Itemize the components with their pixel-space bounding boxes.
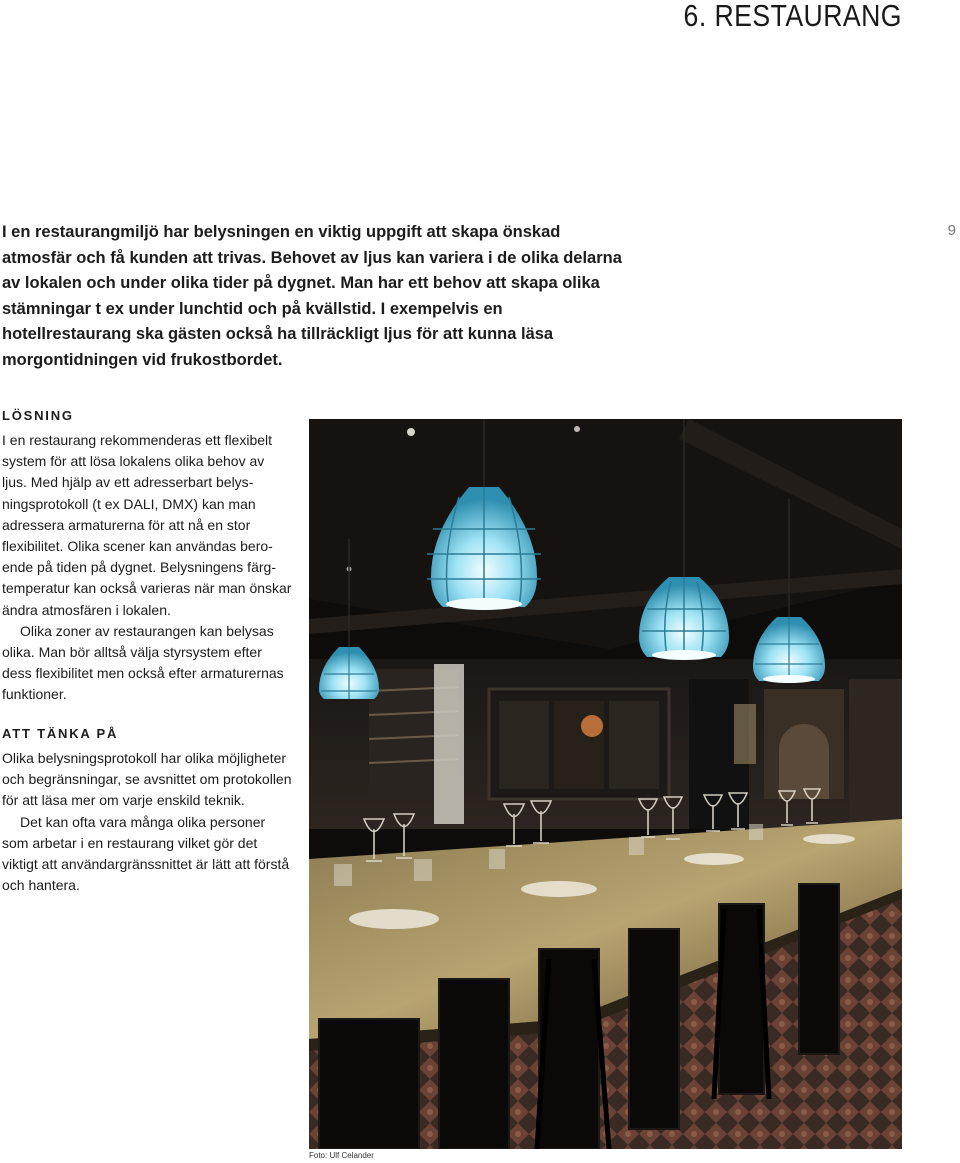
chapter-title: 6. RESTAURANG (683, 0, 902, 33)
restaurant-photo (309, 419, 902, 1149)
pendant-globe (581, 715, 603, 737)
losning-heading: LÖSNING (2, 408, 74, 423)
losning-section (2, 408, 292, 706)
page-number: 9 (947, 222, 956, 239)
losning-paragraph-1: I en restaurang rekommenderas ett flexibelt system för att lösa lokalens olika behov av ljus. Med hjälp av ett adresserbart belysningsprotokoll (t ex DALI, DMX) kan man adressera armaturerna för att nå en stor flexibilitet. Olika scener kan användas beroende på tiden på dygnet. Belysningens färgtemperatur kan också varieras när man önskar ändra atmosfären i lokalen. (2, 432, 292, 618)
restaurant-illustration (309, 419, 902, 1149)
ceiling-spotlight (407, 428, 415, 436)
intro-paragraph (2, 220, 622, 373)
att-tanka-pa-paragraph-1: Olika belysningsprotokoll har olika möjligheter och begränsningar, se avsnittet om protokollen för att läsa mer om varje enskild teknik. (2, 750, 292, 809)
losning-paragraph-2: Olika zoner av restaurangen kan belysas olika. Man bör alltså välja styrsystem efter dess flexibilitet men också efter armaturernas funktioner. (2, 622, 284, 703)
photo-credit: Foto: Ulf Celander (309, 1151, 374, 1160)
att-tanka-pa-heading: ATT TÄNKA PÅ (2, 726, 119, 741)
att-tanka-pa-paragraph-2: Det kan ofta vara många olika personer som arbetar i en restaurang vilket gör det viktigt att användargränssnittet är lätt att förstå och hantera. (2, 813, 290, 894)
att-tanka-pa-section (2, 726, 292, 896)
intro-text: I en restaurangmiljö har belysningen en viktig uppgift att skapa önskad atmosfär och få kunden att trivas. Behovet av ljus kan variera i de olika delarna av lokalen och under olika tider på dygnet. Man har ett behov att skapa olika stämningar t ex under lunchtid och på kvällstid. I exempelvis en hotellrestaurang ska gästen också ha tillräckligt ljus för att kunna läsa morgontidningen vid frukostbordet. (2, 223, 622, 369)
